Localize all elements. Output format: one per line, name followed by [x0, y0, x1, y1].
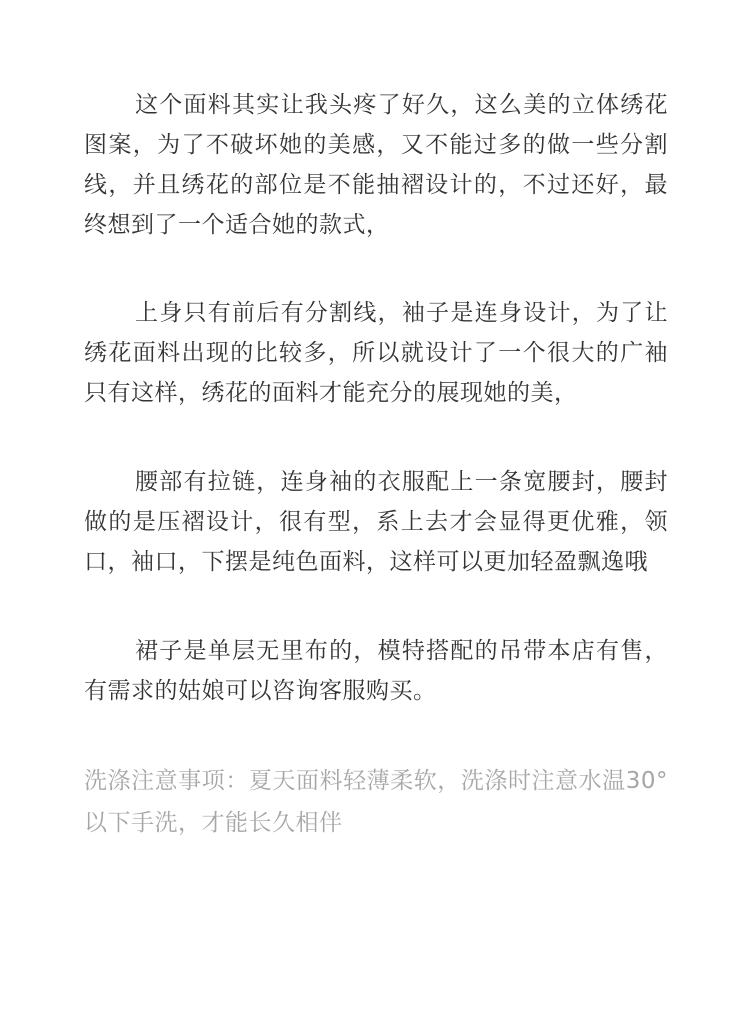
description-paragraph-sleeves: 上身只有前后有分割线，袖子是连身设计，为了让绣花面料出现的比较多，所以就设计了一个很大的广袖只有这样，绣花的面料才能充分的展现她的美，: [84, 300, 668, 406]
care-instructions: 洗涤注意事项：夏天面料轻薄柔软，洗涤时注意水温30°以下手洗，才能长久相伴: [84, 768, 668, 836]
description-paragraph-waist: 腰部有拉链，连身袖的衣服配上一条宽腰封，腰封做的是压褶设计，很有型，系上去才会显得更优雅，领口，袖口，下摆是纯色面料，这样可以更加轻盈飘逸哦: [84, 469, 668, 575]
description-paragraph-fabric: 这个面料其实让我头疼了好久，这么美的立体绣花图案，为了不破坏她的美感，又不能过多的做一些分割线，并且绣花的部位是不能抽褶设计的，不过还好，最终想到了一个适合她的款式，: [84, 92, 668, 238]
product-description: [84, 85, 668, 844]
description-paragraph-lining: 裙子是单层无里布的，模特搭配的吊带本店有售，有需求的姑娘可以咨询客服购买。: [84, 638, 668, 704]
